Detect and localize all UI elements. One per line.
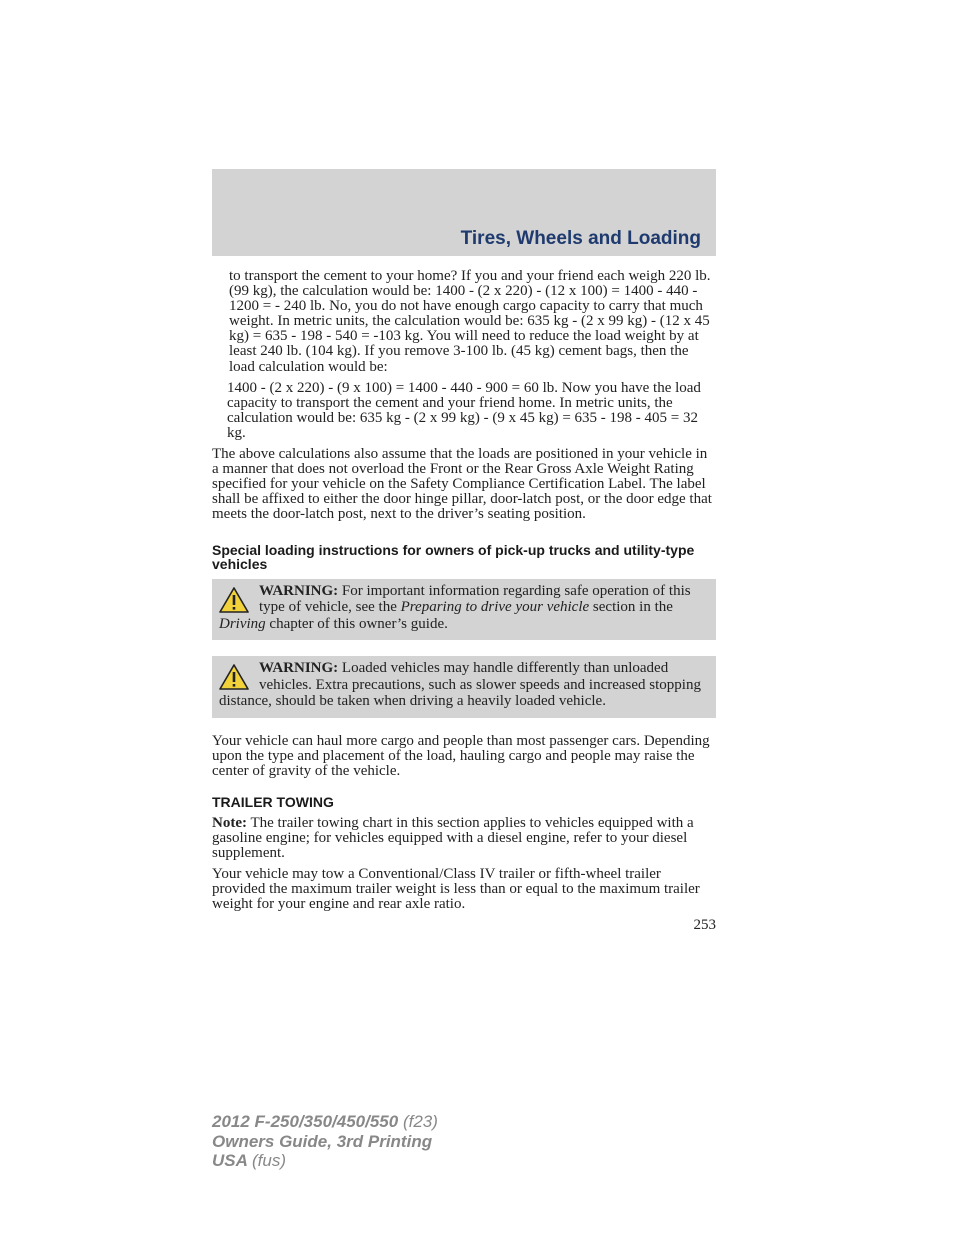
note-text: The trailer towing chart in this section applies to vehicles equipped with a gasoline engine; for vehicles equipped with a diesel engine, refer to your diesel supplement. bbox=[212, 814, 694, 862]
warning-box-1 bbox=[212, 579, 716, 641]
calculation-paragraph-2: 1400 - (2 x 220) - (9 x 100) = 1400 - 440 - 900 = 60 lb. Now you have the load capacity to transport the cement and your friend home. In metric units, the calculation would be: 635 kg - (2 x 99 kg) - (9 x 45 kg) = 635 - 198 - 405 = 32 kg. bbox=[227, 379, 701, 441]
warning-text: chapter of this owner’s guide. bbox=[269, 615, 448, 632]
warning-label: WARNING: bbox=[259, 660, 339, 676]
warning-triangle-icon bbox=[219, 586, 249, 614]
warning-italic-reference: Preparing to drive your vehicle bbox=[400, 599, 590, 615]
calculation-paragraph-1: to transport the cement to your home? If you and your friend each weigh 220 lb. (99 kg), the calculation would be: 1400 - (2 x 220) - (12 x 100) = 1400 - 440 - 1200 = - 240 lb. No, you do not have enough cargo capacity to carry that much weight. In metric units, the calculation would be: 635 kg - (2 x 99 kg) - (12 x 45 kg) = 635 - 198 - 540 = -103 kg. You will need to reduce the load weight by at least 240 lb. (104 kg). If you remove 3-100 lb. (45 kg) cement bags, then the load calculation would be: bbox=[229, 268, 711, 375]
footer-region: USA bbox=[212, 1151, 248, 1170]
warning-triangle-icon bbox=[219, 663, 249, 691]
section-heading: TRAILER TOWING bbox=[212, 793, 334, 810]
main-content bbox=[212, 269, 716, 934]
section-subheading: Special loading instructions for owners of pick-up trucks and utility-type vehicles bbox=[212, 541, 695, 572]
warning-label: WARNING: bbox=[259, 582, 339, 599]
note-label: Note: bbox=[212, 814, 247, 831]
warning-text: section in the bbox=[592, 599, 673, 615]
warning-box-2 bbox=[212, 656, 716, 718]
footer-line-3 bbox=[212, 1151, 438, 1171]
header-band bbox=[212, 169, 716, 256]
footer-line-2: Owners Guide, 3rd Printing bbox=[212, 1131, 433, 1151]
footer-line-1 bbox=[212, 1112, 438, 1132]
footer bbox=[212, 1112, 438, 1171]
warning-text: For important information regarding safe operation of this type of vehicle, see the bbox=[259, 582, 691, 615]
footer-model: 2012 F-250/350/450/550 bbox=[212, 1112, 399, 1131]
body-paragraph: The above calculations also assume that the loads are positioned in your vehicle in a manner that does not overload the Front or the Rear Gross Axle Weight Rating specified for your vehicle on the Safety Compliance Certification Label. The label shall be affixed to either the door hinge pillar, door-latch post, or the door edge that meets the door-latch post, next to the driver’s seating position. bbox=[212, 446, 712, 523]
footer-code: (f23) bbox=[402, 1112, 438, 1131]
page-number: 253 bbox=[693, 917, 716, 934]
note-paragraph bbox=[212, 816, 716, 861]
warning-text: Loaded vehicles may handle differently than unloaded vehicles. Extra precautions, such as slower speeds and increased stopping distance, should be taken when driving a heavily loaded vehicle. bbox=[219, 660, 701, 709]
page-title: Tires, Wheels and Loading bbox=[460, 228, 701, 249]
footer-region-code: (fus) bbox=[252, 1151, 286, 1170]
body-paragraph: Your vehicle can haul more cargo and people than most passenger cars. Depending upon the type and placement of the load, hauling cargo and people may raise the center of gravity of the vehicle. bbox=[212, 732, 710, 779]
warning-italic-reference: Driving bbox=[219, 615, 266, 632]
body-paragraph: Your vehicle may tow a Conventional/Class IV trailer or fifth-wheel trailer provided the maximum trailer weight is less than or equal to the maximum trailer weight for your engine and rear axle ratio. bbox=[212, 866, 700, 913]
